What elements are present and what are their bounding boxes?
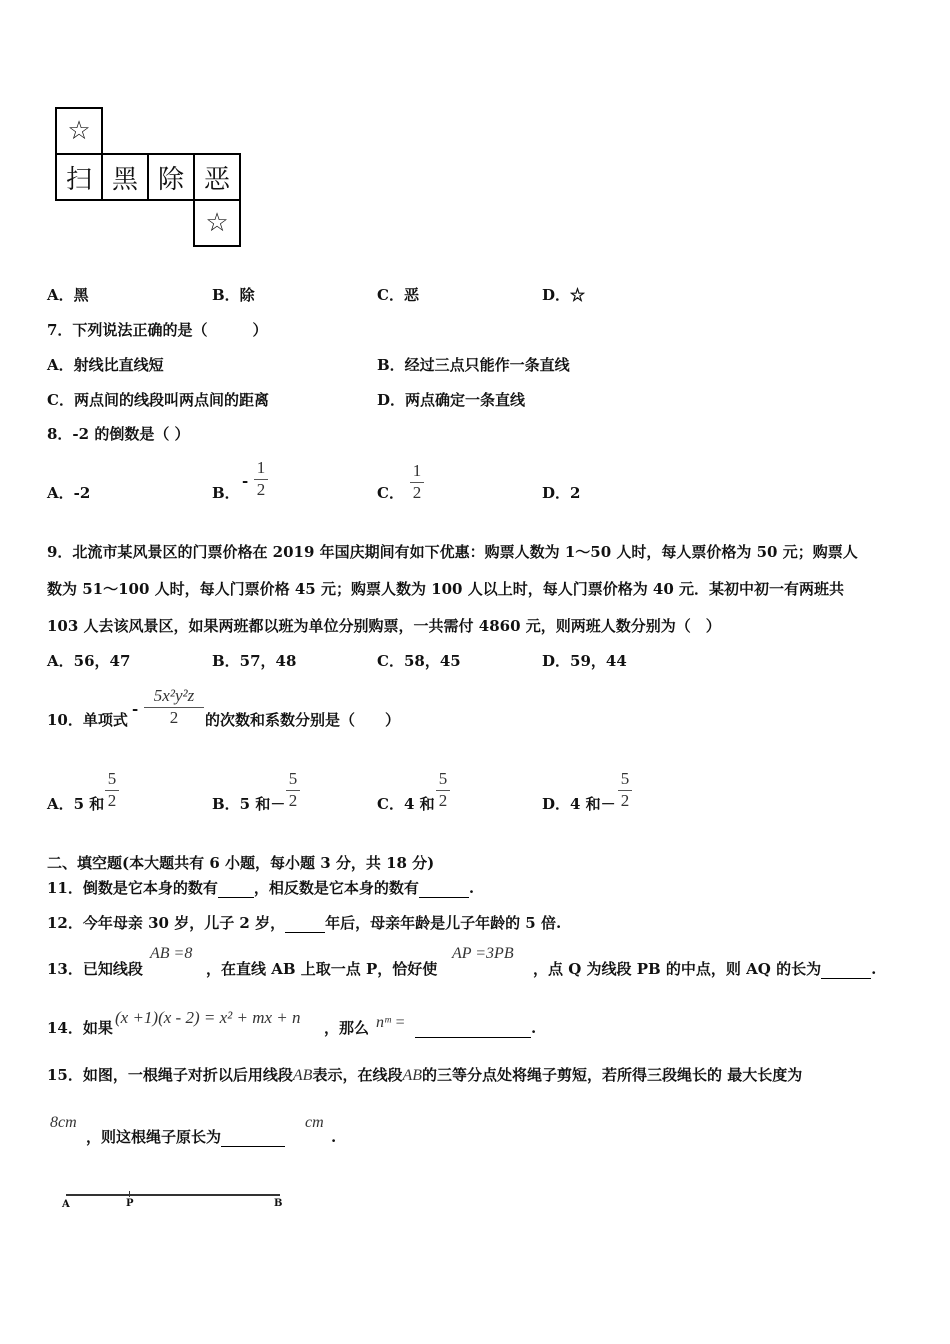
q14-part-3: . [531, 1019, 537, 1037]
q8-c-denominator: 2 [412, 483, 422, 502]
q7-option-b: B．经过三点只能作一条直线 [377, 356, 570, 374]
q10-d-numerator: 5 [620, 769, 630, 788]
q11-blank-2[interactable] [419, 881, 469, 898]
q13-blank[interactable] [821, 962, 871, 979]
q15-line-2 [86, 1127, 285, 1147]
star-cell-top: ☆ [55, 107, 103, 155]
q8-c-numerator: 1 [412, 461, 422, 480]
q7-option-a: A．射线比直线短 [47, 356, 164, 374]
q10-b-denominator: 2 [288, 791, 298, 810]
q6-option-a: A．黑 [47, 286, 89, 304]
q8-b-numerator: 1 [256, 458, 266, 477]
q14-rest [415, 1018, 536, 1038]
q10-c-denominator: 2 [438, 791, 448, 810]
q10-option-d-label: D．4 和－ [542, 795, 616, 813]
q11-part-1: 11．倒数是它本身的数有 [47, 879, 218, 897]
q15-text-3: 的三等分点处将绳子剪短，若所得三段绳长的 最大长度为 [422, 1066, 803, 1084]
q15-line-1 [47, 1065, 802, 1086]
q8-option-b-label: B． [212, 484, 240, 502]
q8-b-denominator: 2 [256, 480, 266, 499]
q13-math-ap: AP =3PB [452, 945, 514, 962]
q10-stem-pre: 10．单项式 [47, 711, 128, 729]
q10-a-numerator: 5 [107, 769, 117, 788]
star-cell-bottom: ☆ [193, 199, 241, 247]
q10-b-numerator: 5 [288, 769, 298, 788]
q13-part-2: ，在直线 AB 上取一点 P，恰好使 [206, 960, 438, 978]
q10-stem-post: 的次数和系数分别是（ ） [205, 711, 401, 729]
q10-a-denominator: 2 [107, 791, 117, 810]
q15-math-length: 8cm [50, 1114, 77, 1131]
label-b: B [274, 1198, 283, 1209]
q7-option-c: C．两点间的线段叫两点间的距离 [47, 391, 269, 409]
q10-option-a-label: A．5 和 [47, 795, 105, 813]
q10-option-b-label: B．5 和－ [212, 795, 286, 813]
section-2-heading: 二、填空题(本大题共有 6 小题，每小题 3 分，共 18 分) [47, 854, 435, 872]
q12-part-2: 年后，母亲年龄是儿子年龄的 5 倍. [325, 914, 562, 932]
q8-stem: 8．-2 的倒数是（ ） [47, 425, 190, 443]
q12 [47, 913, 561, 933]
q8-option-b-fraction [254, 459, 268, 499]
q13-part-3: ，点 Q 为线段 PB 的中点，则 AQ 的长为 [533, 960, 822, 978]
label-a: A [62, 1199, 70, 1210]
q15-math-ab-2: AB [402, 1067, 422, 1084]
q9-line-1: 9．北流市某风景区的门票价格在 2019 年国庆期间有如下优惠：购票人数为 1～50 人时，每人票价格为 50 元；购票人 [47, 543, 858, 561]
char-cell-3: 除 [147, 153, 195, 201]
q13-rest [533, 959, 876, 979]
q8-option-a: A．-2 [47, 484, 91, 502]
q7-stem: 7．下列说法正确的是（ ） [47, 321, 268, 339]
q11-part-3: . [468, 879, 475, 897]
q11-part-2: ，相反数是它本身的数有 [253, 879, 419, 897]
q7-option-d: D．两点确定一条直线 [377, 391, 526, 409]
q10-option-d-fraction [618, 770, 632, 810]
q9-option-a: A．56，47 [47, 652, 131, 670]
q8-option-c-label: C． [377, 484, 404, 502]
q10-c-numerator: 5 [438, 769, 448, 788]
q10-option-c-fraction [436, 770, 450, 810]
q8-option-c-fraction [410, 462, 424, 502]
q8-option-b-sign: - [242, 472, 249, 490]
q8-option-d: D．2 [542, 484, 581, 502]
q10-sign: - [132, 700, 139, 718]
q14-blank[interactable] [415, 1021, 531, 1038]
q10-option-b-fraction [286, 770, 300, 810]
q11 [47, 878, 474, 898]
label-p: P [126, 1198, 134, 1209]
q15-blank[interactable] [221, 1130, 285, 1147]
q10-option-a-fraction [105, 770, 119, 810]
q14-part-2: ，那么 [324, 1019, 370, 1037]
q13-part-4: . [871, 960, 877, 978]
segment-line [66, 1194, 280, 1196]
q10-denominator: 2 [169, 708, 179, 727]
q13-part-1: 13．已知线段 [47, 960, 143, 978]
q15-math-ab-1: AB [292, 1067, 313, 1084]
char-cell-2: 黑 [101, 153, 149, 201]
q14-math-equation: (x +1)(x - 2) = x² + mx + n [115, 1008, 301, 1027]
q11-blank-1[interactable] [218, 881, 254, 898]
q9-option-b: B．57，48 [212, 652, 297, 670]
q14-part-1: 14．如果 [47, 1019, 113, 1037]
q15-text-1: 15．如图，一根绳子对折以后用线段 [47, 1066, 293, 1084]
q9-line-2: 数为 51～100 人时，每人门票价格 45 元；购票人数为 100 人以上时，每人门票价格为 40 元．某初中初一有两班共 [47, 580, 845, 598]
q12-blank[interactable] [285, 916, 325, 933]
tick-p [129, 1191, 130, 1197]
q15-text-2: 表示，在线段 [312, 1066, 403, 1084]
char-cell-4: 恶 [193, 153, 241, 201]
q15-math-unit: cm [305, 1114, 324, 1131]
q14-math-nm: nᵐ = [376, 1014, 406, 1031]
q6-option-b: B．除 [212, 286, 255, 304]
q10-monomial-fraction [144, 687, 204, 727]
q6-option-c: C．恶 [377, 286, 419, 304]
q9-option-d: D．59，44 [542, 652, 627, 670]
q9-line-3: 103 人去该风景区，如果两班都以班为单位分别购票，一共需付 4860 元，则两班人数分别为（ ） [47, 617, 721, 635]
q10-d-denominator: 2 [620, 791, 630, 810]
q12-part-1: 12．今年母亲 30 岁，儿子 2 岁， [47, 914, 286, 932]
q6-option-d: D．☆ [542, 286, 586, 304]
q15-text-4: ，则这根绳子原长为 [86, 1128, 222, 1146]
q13-math-ab: AB =8 [150, 945, 193, 962]
q10-numerator: 5x²y²z [153, 686, 195, 705]
q9-option-c: C．58，45 [377, 652, 461, 670]
q10-option-c-label: C．4 和 [377, 795, 435, 813]
q15-period: . [331, 1128, 337, 1146]
char-cell-1: 扫 [55, 153, 103, 201]
